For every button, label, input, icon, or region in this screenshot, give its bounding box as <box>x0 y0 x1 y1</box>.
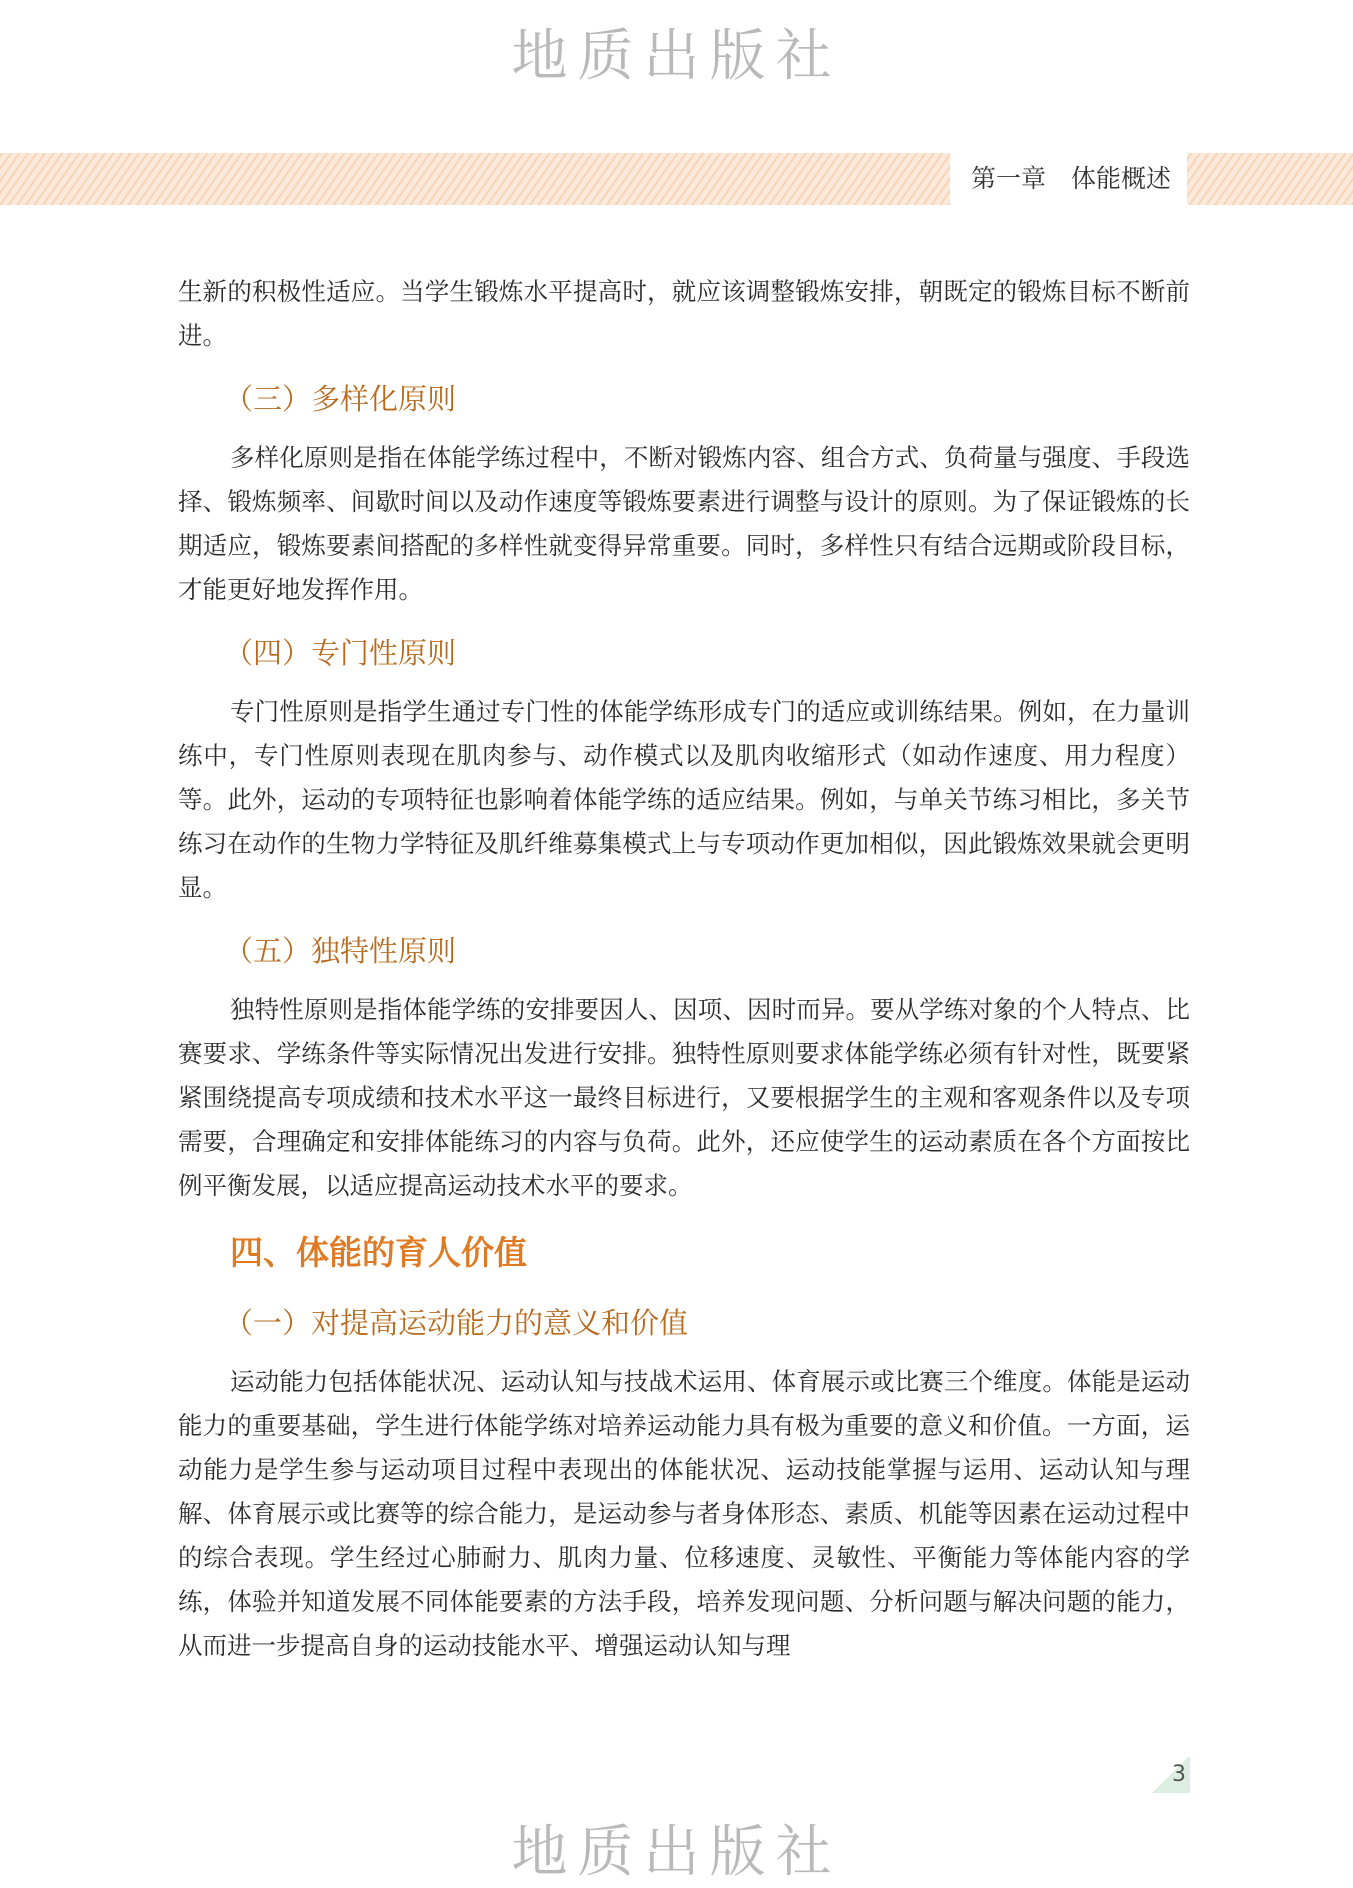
heading-diversity-principle: （三）多样化原则 <box>224 382 457 416</box>
paragraph-diversity: 多样化原则是指在体能学练过程中，不断对锻炼内容、组合方式、负荷量与强度、手段选择、锻炼频率、间歇时间以及动作速度等锻炼要素进行调整与设计的原则。为了保证锻炼的长期适应，锻炼要素间搭配的多样性就变得异常重要。同时，多样性只有结合远期或阶段目标，才能更好地发挥作用。 <box>178 443 1190 604</box>
header-band-left <box>0 153 950 205</box>
paragraph-motor-ability: 运动能力包括体能状况、运动认知与技战术运用、体育展示或比赛三个维度。体能是运动能力的重要基础，学生进行体能学练对培养运动能力具有极为重要的意义和价值。一方面，运动能力是学生参与运动项目过程中表现出的体能状况、运动技能掌握与运用、运动认知与理解、体育展示或比赛等的综合能力，是运动参与者身体形态、素质、机能等因素在运动过程中的综合表现。学生经过心肺耐力、肌肉力量、位移速度、灵敏性、平衡能力等体能内容的学练，体验并知道发展不同体能要素的方法手段，培养发现问题、分析问题与解决问题的能力，从而进一步提高自身的运动技能水平、增强运动认知与理 <box>178 1367 1190 1660</box>
page-number: 3 <box>1150 1757 1190 1793</box>
publisher-watermark-top: 地质出版社 <box>511 24 842 89</box>
section-heading-education-value: 四、体能的育人价值 <box>230 1233 527 1272</box>
paragraph-uniqueness: 独特性原则是指体能学练的安排要因人、因项、因时而异。要从学练对象的个人特点、比赛要求、学练条件等实际情况出发进行安排。独特性原则要求体能学练必须有针对性，既要紧紧围绕提高专项成绩和技术水平这一最终目标进行，又要根据学生的主观和客观条件以及专项需要，合理确定和安排体能练习的内容与负荷。此外，还应使学生的运动素质在各个方面按比例平衡发展，以适应提高运动技术水平的要求。 <box>178 995 1190 1200</box>
publisher-watermark-bottom: 地质出版社 <box>511 1820 842 1885</box>
paragraph-continued: 生新的积极性适应。当学生锻炼水平提高时，就应该调整锻炼安排，朝既定的锻炼目标不断前进。 <box>178 277 1190 350</box>
chapter-title: 第一章 体能概述 <box>970 164 1171 193</box>
header-band-right <box>1187 153 1353 205</box>
paragraph-specificity: 专门性原则是指学生通过专门性的体能学练形成专门的适应或训练结果。例如，在力量训练中，专门性原则表现在肌肉参与、动作模式以及肌肉收缩形式（如动作速度、用力程度）等。此外，运动的专项特征也影响着体能学练的适应结果。例如，与单关节练习相比，多关节练习在动作的生物力学特征及肌纤维募集模式上与专项动作更加相似，因此锻炼效果就会更明显。 <box>178 697 1190 902</box>
heading-specificity-principle: （四）专门性原则 <box>224 636 457 670</box>
heading-uniqueness-principle: （五）独特性原则 <box>224 934 457 968</box>
heading-motor-ability: （一）对提高运动能力的意义和价值 <box>224 1306 689 1340</box>
page-content <box>178 270 1190 1668</box>
